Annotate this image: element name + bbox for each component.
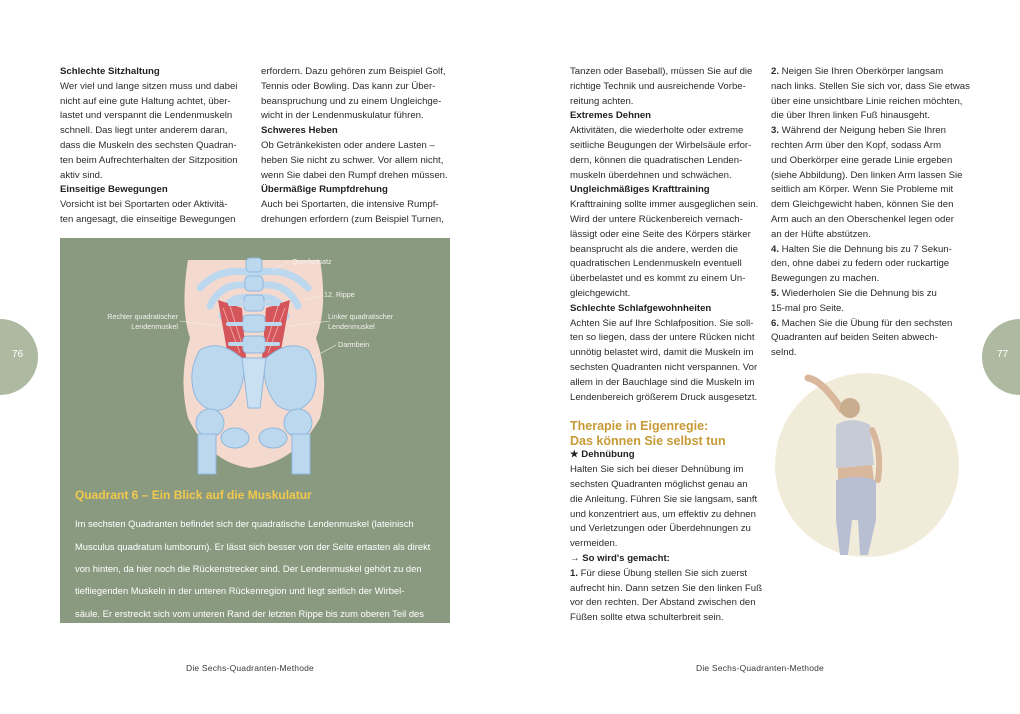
instruction-line — [771, 154, 971, 169]
step-number: 4. — [771, 243, 780, 255]
text-line: Vorsicht ist bei Sportarten oder Aktivitä- — [60, 199, 228, 211]
box-title: Quadrant 6 – Ein Blick auf die Muskulatur — [75, 488, 312, 502]
dehnuebung-line: und konzentriert aus, um effektiv zu dehnen — [570, 508, 756, 520]
instruction-line — [771, 257, 971, 272]
section-heading: Ungleichmäßiges Krafttraining — [570, 184, 710, 196]
step-text: (siehe Abbildung). Den linken Arm lassen Sie — [771, 169, 963, 181]
text-line: überbelastet und es kommt zu einem Un- — [570, 273, 746, 285]
label-darmbein: Darmbein — [338, 340, 370, 349]
step-text: über eine unsichtbare Linie reichen möchten, — [771, 95, 963, 107]
box-text-line: von hinten, da hier noch die Rückenstrecker sind. Der Lendenmuskel gehört zu den — [75, 562, 422, 574]
box-text-line: Musculus quadratum lumborum). Er lässt sich besser von der Seite ertasten als direkt — [75, 540, 431, 552]
text-line: quadratischen Lendenmuskeln eventuell — [570, 258, 742, 270]
text-line: seitliche Beugungen der Wirbelsäule erfor- — [570, 139, 752, 151]
text-line: unnötig belastet wird, damit die Muskeln im — [570, 347, 754, 359]
step-text: rechten Arm über den Kopf, sodass Arm — [771, 139, 942, 151]
text-line: wenn Sie dabei den Rumpf drehen müssen. — [261, 169, 448, 181]
dehnuebung-line: Halten Sie sich bei dieser Dehnübung im — [570, 464, 744, 476]
stretching-woman-illustration — [772, 370, 962, 560]
text-line: Achten Sie auf Ihre Schlafposition. Sie soll- — [570, 317, 754, 329]
text-line: ten angesagt, die einseitige Bewegungen — [60, 213, 236, 225]
footer-left: Die Sechs-Quadranten-Methode — [186, 663, 314, 673]
text-line: Wird der untere Rückenbereich vernach- — [570, 213, 743, 225]
therapy-title-line-2: Das können Sie selbst tun — [570, 433, 726, 448]
instruction-line — [771, 272, 971, 287]
box-text-line: Darmbeins (Ilium) und seitlich zur Lendenwirbelsäule. Er ist in drei Teile gegliedert: — [75, 629, 418, 641]
instruction-line — [570, 567, 765, 582]
text-line: dass die Muskeln des sechsten Quadran- — [60, 139, 237, 151]
dehnuebung-heading: ★ Dehnübung — [570, 449, 635, 461]
instruction-line — [771, 95, 971, 110]
step-number: 2. — [771, 66, 780, 77]
step-text: die über Ihren linken Fuß hinausgeht. — [771, 110, 930, 122]
left-column-2 — [261, 65, 453, 228]
text-line: reitung achten. — [570, 95, 634, 107]
text-line: Aktivitäten, die wiederholte oder extreme — [570, 125, 744, 137]
text-line: dern, können die quadratischen Lenden- — [570, 154, 743, 166]
text-line: Tanzen oder Baseball), müssen Sie auf die — [570, 66, 753, 77]
instruction-line — [771, 109, 971, 124]
step-text: seitlich am Körper. Wenn Sie Probleme mit — [771, 184, 954, 196]
step-text: Halten Sie die Dehnung bis zu 7 Sekun- — [779, 243, 952, 255]
section-heading: Übermäßige Rumpfdrehung — [261, 184, 388, 196]
instruction-line — [771, 287, 971, 302]
section-heading: Schlechte Sitzhaltung — [60, 66, 160, 77]
step-number: 1. — [570, 567, 579, 579]
label-12-rippe: 12. Rippe — [324, 290, 355, 299]
text-line: erfordern. Dazu gehören zum Beispiel Golf, — [261, 66, 446, 77]
step-text: Für diese Übung stellen Sie sich zuerst — [578, 567, 748, 579]
text-line: drehungen erfordern (zum Beispiel Turnen, — [261, 213, 444, 225]
left-column-1 — [60, 65, 252, 228]
instruction-line — [570, 582, 765, 597]
step-text: Machen Sie die Übung für den sechsten — [779, 317, 953, 329]
label-linker-lendenmuskel — [328, 312, 393, 331]
dehnuebung-line: sechsten Quadranten möglichst genau an — [570, 478, 748, 490]
step-text: nach links. Stellen Sie sich vor, dass Sie etwas — [771, 80, 970, 92]
text-line: beanspruchung und zu einem Ungleichge- — [261, 95, 442, 107]
step-text: Füßen sollte etwa schulterbreit sein. — [570, 612, 724, 624]
text-line: sechsten Quadranten nicht verspannen. Vor — [570, 361, 758, 373]
box-text-line: Im sechsten Quadranten befindet sich der quadratische Lendenmuskel (lateinisch — [75, 518, 414, 530]
box-text-line: Funktionen hat. — [75, 674, 140, 686]
label-querfortsatz: Querfortsatz — [292, 257, 332, 266]
text-line: Ob Getränkekisten oder andere Lasten – — [261, 139, 435, 151]
text-line: Krafttraining sollte immer ausgeglichen sein. — [570, 199, 759, 211]
step-text: den, ohne dabei zu federn oder ruckartige — [771, 258, 950, 270]
page-tab-right — [982, 319, 1020, 395]
footer-right: Die Sechs-Quadranten-Methode — [696, 663, 824, 673]
step-text: dem Gleichgewicht haben, können Sie den — [771, 199, 954, 211]
step-text: vor den rechten. Der Abstand zwischen den — [570, 597, 756, 609]
box-text-line: säule. Er erstreckt sich vom unteren Rand der letzten Rippe bis zum oberen Teil des — [75, 607, 424, 619]
step-text: Wiederholen Sie die Dehnung bis zu — [779, 287, 937, 299]
instruction-line — [771, 65, 971, 80]
text-line: Wer viel und lange sitzen muss und dabei — [60, 80, 238, 92]
text-line: Tennis oder Bowling. Das kann zur Über- — [261, 80, 436, 92]
step-text: an der Hüfte abstützen. — [771, 228, 871, 240]
dehnuebung-line: vermeiden. — [570, 538, 618, 550]
section-heading: Einseitige Bewegungen — [60, 184, 168, 196]
instruction-line — [771, 302, 971, 317]
text-line: heben Sie nicht zu schwer. Vor allem nicht, — [261, 154, 444, 166]
text-line: ten so liegen, dass der untere Rücken nicht — [570, 332, 755, 344]
section-heading: Extremes Dehnen — [570, 110, 652, 122]
instruction-line — [771, 213, 971, 228]
label-linker-line-1: Linker quadratischer — [328, 312, 394, 321]
instruction-line — [570, 596, 765, 611]
section-heading: Schweres Heben — [261, 125, 338, 137]
step-number: 6. — [771, 317, 780, 329]
instruction-line — [771, 183, 971, 198]
step-text: Arm auch an den Oberschenkel legen oder — [771, 213, 954, 225]
text-line: ten beim Aufrechterhalten der Sitzposition — [60, 154, 238, 166]
label-rechter-lendenmuskel — [96, 312, 178, 331]
box-text-line: medial, intermediär und lateral, wobei jeder Teil unterschiedliche Ansatzpunkte und — [75, 652, 419, 664]
step-text: selnd. — [771, 347, 797, 359]
instruction-line — [771, 331, 971, 346]
text-line: muskeln überdehnen und schwächen. — [570, 169, 732, 181]
step-number: 5. — [771, 287, 780, 299]
text-line: lässigt oder eine Seite des Körpers stärker — [570, 228, 751, 240]
text-line: lastet und verspannt die Lendenmuskeln — [60, 110, 233, 122]
section-heading: Schlechte Schlafgewohnheiten — [570, 302, 712, 314]
page-number-77: 77 — [997, 349, 1009, 360]
text-line: allem in der Bauchlage sind die Muskeln im — [570, 376, 755, 388]
dehnuebung-line: die Anleitung. Führen Sie sie langsam, sanft — [570, 493, 758, 505]
step-number: 3. — [771, 125, 780, 137]
instruction-line — [771, 346, 971, 361]
instruction-line — [771, 317, 971, 332]
text-line: richtige Technik und ausreichende Vorbe- — [570, 80, 746, 92]
label-linker-line-2: Lendenmuskel — [328, 321, 375, 331]
instruction-line — [771, 243, 971, 258]
instruction-line — [771, 198, 971, 213]
dehnuebung-line: und Verletzungen oder Überdehnungen zu — [570, 523, 751, 535]
instruction-line — [570, 611, 765, 626]
step-text: und Oberkörper eine gerade Linie ergeben — [771, 154, 953, 166]
text-line: aktiv sind. — [60, 169, 103, 181]
step-text: Während der Neigung heben Sie Ihren — [779, 125, 946, 137]
right-column-2 — [771, 65, 971, 361]
label-rechter-line-1: Rechter quadratischer — [107, 312, 178, 321]
text-line: wicht in der Lendenmuskulatur führen. — [261, 110, 424, 122]
page-number-76: 76 — [12, 349, 24, 360]
text-line: Lendenbereich größerem Druck ausgesetzt. — [570, 391, 758, 403]
step-text: Bewegungen zu machen. — [771, 273, 880, 285]
instruction-line — [771, 169, 971, 184]
text-line: schnell. Das liegt unter anderem daran, — [60, 125, 228, 137]
step-text: Neigen Sie Ihren Oberkörper langsam — [779, 66, 944, 77]
instruction-line — [771, 139, 971, 154]
text-line: beansprucht als die andere, werden die — [570, 243, 739, 255]
lumbar-anatomy-illustration — [60, 238, 450, 478]
label-rechter-line-2: Lendenmuskel — [131, 321, 178, 331]
step-text: 15-mal pro Seite. — [771, 302, 845, 314]
page-tab-left — [0, 319, 38, 395]
right-column-1 — [570, 65, 765, 626]
how-to-heading: → So wird's gemacht: — [570, 552, 670, 564]
text-line: nicht auf eine gute Haltung achtet, über- — [60, 95, 231, 107]
text-line: Auch bei Sportarten, die intensive Rumpf- — [261, 199, 439, 211]
therapy-title-line-1: Therapie in Eigenregie: — [570, 419, 709, 434]
box-text-line: tiefliegenden Muskeln in der unteren Rückenregion und liegt seitlich der Wirbel- — [75, 585, 405, 597]
step-text: Quadranten auf beiden Seiten abwech- — [771, 332, 938, 344]
instruction-line — [771, 228, 971, 243]
instruction-line — [771, 124, 971, 139]
text-line: gleichgewicht. — [570, 287, 631, 299]
instruction-line — [771, 80, 971, 95]
step-text: aufrecht hin. Dann setzen Sie den linken Fuß — [570, 582, 762, 594]
